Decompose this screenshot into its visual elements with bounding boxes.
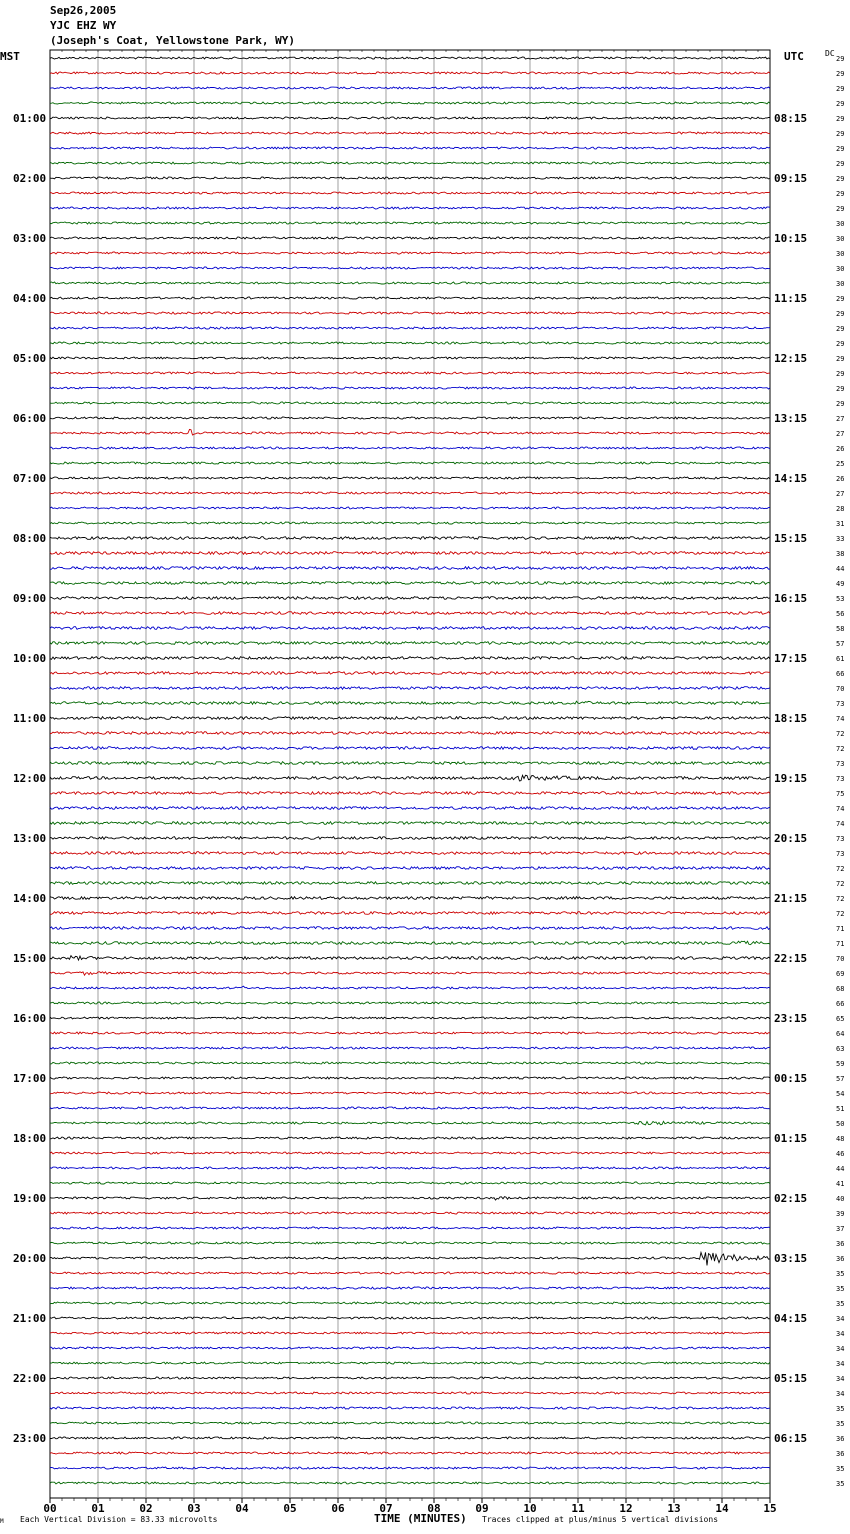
seismic-trace [50,207,770,209]
dc-value: 71 [836,940,845,948]
dc-value: 72 [836,895,845,903]
seismic-trace [50,1002,770,1004]
dc-value: 44 [836,565,845,573]
dc-value: 38 [836,550,845,558]
dc-value: 72 [836,910,845,918]
seismic-trace [50,1077,770,1079]
dc-value: 29 [836,370,845,378]
seismic-trace [50,792,770,795]
seismic-trace [50,837,770,840]
mst-hour-label: 17:00 [13,1072,47,1085]
seismic-trace [50,1017,770,1019]
seismic-trace [50,1452,770,1454]
seismic-trace [50,1437,770,1439]
seismic-trace [50,552,770,555]
x-tick-label: 11 [571,1502,585,1515]
mst-hour-label: 06:00 [13,412,47,425]
seismic-trace [50,1482,770,1484]
dc-value: 44 [836,1165,845,1173]
dc-value: 41 [836,1180,845,1188]
dc-value: 71 [836,925,845,933]
dc-value: 53 [836,595,845,603]
dc-value: 30 [836,235,845,243]
utc-hour-label: 18:15 [774,712,808,725]
dc-value: 66 [836,1000,845,1008]
dc-value: 74 [836,820,845,828]
seismic-trace [50,642,770,645]
dc-value: 61 [836,655,845,663]
dc-value: 73 [836,835,845,843]
dc-value: 29 [836,175,845,183]
mst-hour-label: 18:00 [13,1132,47,1145]
dc-value: 27 [836,490,845,498]
dc-value: 29 [836,85,845,93]
dc-value: 29 [836,160,845,168]
clip-note: Traces clipped at plus/minus 5 vertical divisions [482,1515,719,1524]
seismic-trace [50,267,770,269]
seismic-trace [50,327,770,329]
dc-value: 49 [836,580,845,588]
seismic-trace [50,147,770,149]
seismic-trace [50,582,770,585]
seismic-trace [50,1107,770,1109]
mst-hour-label: 04:00 [13,292,47,305]
utc-hour-label: 20:15 [774,832,808,845]
dc-value: 29 [836,190,845,198]
dc-value: 29 [836,310,845,318]
seismic-trace [50,387,770,389]
dc-value: 63 [836,1045,845,1053]
seismic-trace [50,162,770,164]
mst-hour-label: 16:00 [13,1012,47,1025]
seismic-trace [50,1467,770,1469]
mst-hour-label: 11:00 [13,712,47,725]
dc-value: 34 [836,1330,845,1338]
dc-value: 70 [836,955,845,963]
x-tick-label: 00 [43,1502,57,1515]
dc-value: 29 [836,400,845,408]
seismic-trace [50,1242,770,1244]
dc-value: 48 [836,1135,845,1143]
dc-value: 29 [836,130,845,138]
seismic-trace [50,867,770,870]
dc-value: 29 [836,385,845,393]
dc-value: 29 [836,205,845,213]
utc-hour-label: 12:15 [774,352,808,365]
dc-value: 72 [836,865,845,873]
seismic-trace [50,402,770,404]
seismic-trace [50,1362,770,1364]
mst-hour-label: 23:00 [13,1432,47,1445]
utc-hour-label: 09:15 [774,172,808,185]
mst-hour-label: 03:00 [13,232,47,245]
seismic-trace [50,522,770,524]
seismic-trace [50,732,770,735]
dc-value: 33 [836,535,845,543]
dc-value: 73 [836,775,845,783]
dc-value: 65 [836,1015,845,1023]
seismic-trace [50,822,770,825]
x-tick-label: 07 [379,1502,393,1515]
mst-hour-label: 02:00 [13,172,47,185]
utc-hour-label: 13:15 [774,412,808,425]
dc-value: 73 [836,760,845,768]
seismic-trace [50,597,770,600]
dc-value: 72 [836,745,845,753]
dc-value: 56 [836,610,845,618]
seismic-trace [50,192,770,194]
seismic-trace [50,1377,770,1379]
utc-hour-label: 11:15 [774,292,808,305]
dc-value: 64 [836,1030,845,1038]
x-tick-label: 09 [475,1502,489,1515]
dc-value: 36 [836,1240,845,1248]
seismic-trace [50,1227,770,1229]
dc-value: 31 [836,520,845,528]
dc-value: 34 [836,1360,845,1368]
seismic-trace [50,567,770,570]
mst-hour-label: 05:00 [13,352,47,365]
dc-value: 36 [836,1450,845,1458]
mst-hour-label: 08:00 [13,532,47,545]
seismic-trace [50,222,770,224]
dc-value: 28 [836,505,845,513]
mst-hour-label: 01:00 [13,112,47,125]
mst-hour-label: 10:00 [13,652,47,665]
utc-axis-title: UTC [784,50,804,63]
seismic-trace [50,1272,770,1274]
x-tick-label: 14 [715,1502,729,1515]
seismic-trace [50,1062,770,1064]
dc-value: 27 [836,415,845,423]
dc-value: 72 [836,730,845,738]
utc-hour-label: 14:15 [774,472,808,485]
dc-value: 57 [836,640,845,648]
seismic-trace [50,1152,770,1154]
corner-mark: M [0,1518,4,1525]
seismic-trace [50,1137,770,1139]
seismic-trace [50,941,770,945]
utc-hour-label: 17:15 [774,652,808,665]
utc-hour-label: 03:15 [774,1252,808,1265]
dc-value: 35 [836,1270,845,1278]
seismic-trace [50,492,770,494]
x-tick-label: 04 [235,1502,249,1515]
seismic-trace [50,537,770,540]
station-code: YJC EHZ WY [50,19,117,32]
mst-hour-label: 20:00 [13,1252,47,1265]
seismic-trace [50,701,770,704]
mst-hour-label: 15:00 [13,952,47,965]
x-tick-label: 10 [523,1502,537,1515]
seismic-trace [50,657,770,660]
dc-value: 27 [836,430,845,438]
mst-hour-label: 14:00 [13,892,47,905]
seismic-trace [50,852,770,855]
seismic-trace [50,807,770,810]
dc-value: 34 [836,1390,845,1398]
dc-value: 34 [836,1315,845,1323]
dc-value: 29 [836,340,845,348]
seismic-trace [50,72,770,74]
utc-hour-label: 02:15 [774,1192,808,1205]
dc-value: 68 [836,985,845,993]
seismic-trace [50,132,770,134]
seismic-trace [50,1167,770,1169]
seismic-trace [50,1047,770,1049]
dc-value: 35 [836,1405,845,1413]
utc-hour-label: 15:15 [774,532,808,545]
utc-hour-label: 23:15 [774,1012,808,1025]
utc-hour-label: 08:15 [774,112,808,125]
seismic-trace [50,237,770,239]
seismic-trace [50,1212,770,1214]
seismic-trace [50,927,770,930]
dc-value: 35 [836,1285,845,1293]
dc-value: 25 [836,460,845,468]
dc-value: 30 [836,220,845,228]
seismic-trace [50,912,770,915]
seismic-trace [50,117,770,119]
dc-value: 29 [836,355,845,363]
dc-value: 35 [836,1300,845,1308]
dc-value: 29 [836,295,845,303]
dc-value: 73 [836,700,845,708]
dc-value: 54 [836,1090,845,1098]
seismic-trace [50,57,770,59]
utc-hour-label: 01:15 [774,1132,808,1145]
seismic-trace [50,477,770,479]
seismic-trace [50,462,770,464]
seismic-trace [50,429,770,435]
seismic-trace [50,102,770,104]
x-tick-label: 05 [283,1502,297,1515]
dc-value: 29 [836,55,845,63]
seismic-trace [50,1287,770,1289]
utc-hour-label: 22:15 [774,952,808,965]
seismic-trace [50,897,770,900]
seismic-trace [50,956,770,961]
seismic-trace [50,717,770,720]
seismic-trace [50,1392,770,1394]
x-tick-label: 03 [187,1502,201,1515]
seismic-trace [50,417,770,419]
x-tick-label: 01 [91,1502,105,1515]
dc-value: 40 [836,1195,845,1203]
seismic-trace [50,882,770,885]
seismic-trace [50,1032,770,1034]
dc-value: 50 [836,1120,845,1128]
dc-value: 66 [836,670,845,678]
seismic-trace [50,357,770,359]
x-tick-label: 12 [619,1502,633,1515]
mst-hour-label: 13:00 [13,832,47,845]
seismic-trace [50,1302,770,1304]
dc-value: 70 [836,685,845,693]
x-tick-label: 06 [331,1502,345,1515]
dc-value: 30 [836,250,845,258]
dc-value: 59 [836,1060,845,1068]
utc-hour-label: 05:15 [774,1372,808,1385]
seismic-trace [50,687,770,690]
dc-value: 74 [836,715,845,723]
seismic-trace [50,1182,770,1184]
dc-value: 26 [836,475,845,483]
seismic-trace [50,1347,770,1349]
seismic-trace [50,312,770,314]
dc-value: 36 [836,1435,845,1443]
dc-value: 74 [836,805,845,813]
x-tick-label: 08 [427,1502,441,1515]
x-tick-label: 15 [763,1502,777,1515]
chart-date: Sep26,2005 [50,4,117,17]
dc-value: 35 [836,1465,845,1473]
seismic-trace [50,627,770,630]
seismic-trace [50,177,770,179]
seismic-trace [50,1092,770,1094]
seismic-trace [50,1407,770,1409]
mst-hour-label: 09:00 [13,592,47,605]
utc-hour-label: 19:15 [774,772,808,785]
seismic-trace [50,87,770,89]
mst-hour-label: 22:00 [13,1372,47,1385]
utc-hour-label: 04:15 [774,1312,808,1325]
station-location: (Joseph's Coat, Yellowstone Park, WY) [50,34,296,47]
seismic-trace [50,1332,770,1334]
utc-hour-label: 10:15 [774,232,808,245]
dc-value: 30 [836,280,845,288]
scale-note: Each Vertical Division = 83.33 microvolts [20,1515,218,1524]
dc-value: 29 [836,325,845,333]
dc-value: 57 [836,1075,845,1083]
seismic-trace [50,447,770,449]
dc-value: 29 [836,100,845,108]
dc-value: 29 [836,70,845,78]
dc-value: 34 [836,1345,845,1353]
mst-hour-label: 21:00 [13,1312,47,1325]
dc-value: 29 [836,115,845,123]
seismic-trace [50,1317,770,1319]
dc-value: 35 [836,1420,845,1428]
seismic-trace [50,1197,770,1200]
dc-value: 75 [836,790,845,798]
utc-hour-label: 21:15 [774,892,808,905]
dc-value: 69 [836,970,845,978]
x-axis-label: TIME (MINUTES) [374,1512,467,1525]
dc-value: 73 [836,850,845,858]
seismic-trace [50,282,770,284]
dc-value: 51 [836,1105,845,1113]
mst-hour-label: 12:00 [13,772,47,785]
utc-hour-label: 16:15 [774,592,808,605]
dc-value: 26 [836,445,845,453]
seismic-trace [50,775,770,781]
seismic-trace [50,372,770,374]
seismic-trace [50,612,770,615]
x-tick-label: 13 [667,1502,681,1515]
dc-value: 39 [836,1210,845,1218]
utc-hour-label: 06:15 [774,1432,808,1445]
dc-value: 58 [836,625,845,633]
dc-value: 30 [836,265,845,273]
seismic-trace [50,972,770,976]
mst-axis-title: MST [0,50,20,63]
utc-hour-label: 00:15 [774,1072,808,1085]
mst-hour-label: 19:00 [13,1192,47,1205]
seismic-trace [50,747,770,750]
dc-value: 72 [836,880,845,888]
seismic-trace [50,1422,770,1424]
mst-hour-label: 07:00 [13,472,47,485]
seismic-trace [50,297,770,299]
seismic-trace [50,1121,770,1125]
seismic-trace [50,986,770,989]
seismic-trace [50,342,770,344]
dc-value: 34 [836,1375,845,1383]
seismic-trace [50,252,770,254]
seismic-trace [50,672,770,675]
dc-value: 46 [836,1150,845,1158]
seismic-trace [50,1252,770,1265]
dc-value: 36 [836,1255,845,1263]
dc-value: 35 [836,1480,845,1488]
dc-value: 29 [836,145,845,153]
dc-value: 37 [836,1225,845,1233]
seismic-trace [50,762,770,765]
dc-column-title: DC [825,49,835,58]
seismic-trace [50,507,770,509]
x-tick-label: 02 [139,1502,153,1515]
